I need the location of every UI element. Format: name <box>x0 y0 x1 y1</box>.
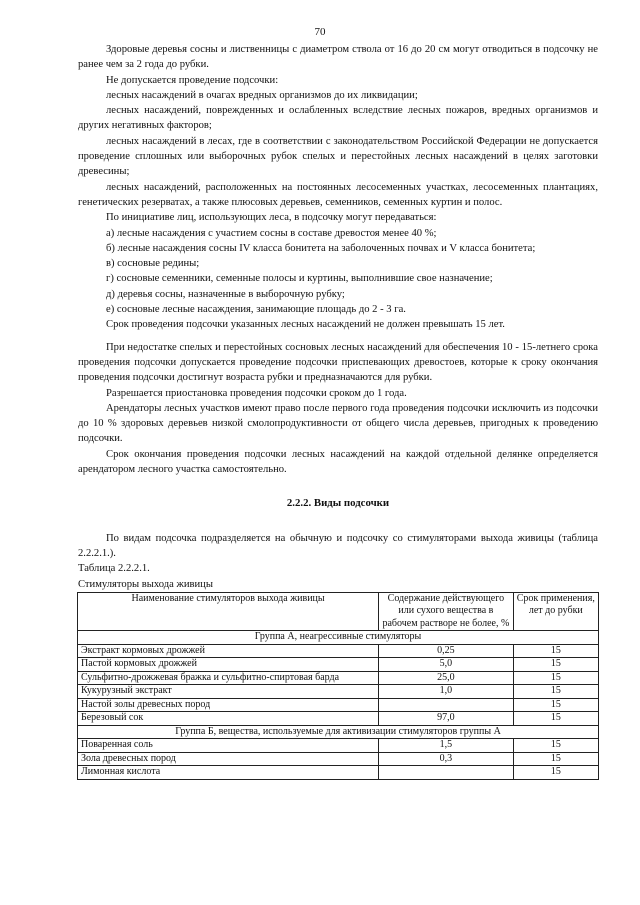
group-label: Группа Б, вещества, используемые для активизации стимуляторов группы А <box>78 725 599 739</box>
header-content: Содержание действующего или сухого вещества в рабочем растворе не более, % <box>379 592 513 631</box>
paragraph: лесных насаждений в лесах, где в соответствии с законодательством Российской Федерации не допускается проведение сплошных или выборочных рубок спелых и перестойных лесных насаждений в целях заготовки древесины; <box>78 135 598 178</box>
table-row <box>78 671 599 685</box>
stimulators-table <box>77 592 599 780</box>
paragraph: д) деревья сосны, назначенные в выборочную рубку; <box>106 288 345 300</box>
paragraph: б) лесные насаждения сосны IV класса бонитета на заболоченных почвах и V класса бонитета; <box>106 242 536 254</box>
table-row <box>78 644 599 658</box>
table-row <box>78 712 599 726</box>
cell-term: 15 <box>513 671 598 685</box>
cell-term: 15 <box>513 658 598 672</box>
cell-content: 0,3 <box>379 752 513 766</box>
cell-term: 15 <box>513 752 598 766</box>
paragraph: лесных насаждений, расположенных на постоянных лесосеменных участках, лесосеменных плантациях, генетических резерватах, а также плюсовых деревьев, семенников, семенных куртин и полос. <box>78 181 598 208</box>
cell-name: Пастой кормовых дрожжей <box>78 658 379 672</box>
paragraph: г) сосновые семенники, семенные полосы и куртины, выполнившие свое назначение; <box>106 273 493 285</box>
table-group-row <box>78 725 599 739</box>
paragraph: е) сосновые лесные насаждения, занимающие площадь до 2 - 3 га. <box>106 304 406 316</box>
table-row <box>78 658 599 672</box>
paragraph: лесных насаждений в очагах вредных организмов до их ликвидации; <box>106 89 418 101</box>
table-row <box>78 766 599 780</box>
group-label: Группа А, неагрессивные стимуляторы <box>78 631 599 645</box>
paragraph: Здоровые деревья сосны и лиственницы с диаметром ствола от 16 до 20 см могут отводиться в подсочку не ранее чем за 2 года до рубки. <box>78 44 598 71</box>
table-row <box>78 698 599 712</box>
cell-content <box>379 766 513 780</box>
paragraph: При недостатке спелых и перестойных сосновых лесных насаждений для обеспечения 10 - 15-летнего срока проведения подсочки допускается проведение подсочки приспевающих древостоев, которые к сроку окончания проведения подсочки достигнут возраста рубки и предназначаются для рубки. <box>78 341 598 384</box>
header-name: Наименование стимуляторов выхода живицы <box>78 592 379 631</box>
cell-content: 0,25 <box>379 644 513 658</box>
paragraph: в) сосновые редины; <box>106 258 200 270</box>
table-caption: Стимуляторы выхода живицы <box>78 578 213 590</box>
cell-name: Лимонная кислота <box>78 766 379 780</box>
paragraph: По инициативе лиц, использующих леса, в подсочку могут передаваться: <box>106 212 437 224</box>
paragraph-list <box>78 42 598 477</box>
cell-content: 25,0 <box>379 671 513 685</box>
paragraph: Разрешается приостановка проведения подсочки сроком до 1 года. <box>106 387 407 399</box>
table-body <box>78 631 599 780</box>
header-term: Срок применения, лет до рубки <box>513 592 598 631</box>
cell-content: 1,5 <box>379 739 513 753</box>
cell-name: Зола древесных пород <box>78 752 379 766</box>
paragraph: Не допускается проведение подсочки: <box>106 74 279 86</box>
section-heading: 2.2.2. Виды подсочки <box>286 497 390 510</box>
paragraph: Срок проведения подсочки указанных лесных насаждений не должен превышать 15 лет. <box>106 319 505 331</box>
cell-content: 5,0 <box>379 658 513 672</box>
cell-name: Кукурузный экстракт <box>78 685 379 699</box>
cell-name: Экстракт кормовых дрожжей <box>78 644 379 658</box>
table-row <box>78 685 599 699</box>
cell-term: 15 <box>513 739 598 753</box>
cell-content: 97,0 <box>379 712 513 726</box>
cell-name: Сульфитно-дрожжевая бражка и сульфитно-спиртовая барда <box>78 671 379 685</box>
table-number: Таблица 2.2.2.1. <box>78 563 150 575</box>
cell-name: Поваренная соль <box>78 739 379 753</box>
intro-paragraph: По видам подсочка подразделяется на обычную и подсочку со стимуляторами выхода живицы (таблица 2.2.2.1.). <box>78 532 598 559</box>
page-number: 70 <box>314 26 326 38</box>
cell-content: 1,0 <box>379 685 513 699</box>
cell-term: 15 <box>513 712 598 726</box>
cell-term: 15 <box>513 644 598 658</box>
table-row <box>78 752 599 766</box>
cell-name: Настой золы древесных пород <box>78 698 379 712</box>
paragraph: лесных насаждений, поврежденных и ослабленных вследствие лесных пожаров, вредных организмов и других негативных факторов; <box>78 105 598 132</box>
paragraph: а) лесные насаждения с участием сосны в составе древостоя менее 40 %; <box>106 227 437 239</box>
cell-term: 15 <box>513 698 598 712</box>
paragraph: Арендаторы лесных участков имеют право после первого года проведения подсочки исключить из подсочки до 10 % здоровых деревьев низкой смолопродуктивности от общего числа деревьев, пригодных к проведению подсочки. <box>78 402 598 445</box>
cell-name: Березовый сок <box>78 712 379 726</box>
paragraph: Срок окончания проведения подсочки лесных насаждений на каждой отдельной делянке определяется арендатором лесного участка самостоятельно. <box>78 448 598 476</box>
cell-term: 15 <box>513 685 598 699</box>
table-row <box>78 739 599 753</box>
table-group-row <box>78 631 599 645</box>
table-header-row <box>78 592 599 631</box>
document-body <box>78 42 598 780</box>
cell-term: 15 <box>513 766 598 780</box>
cell-content <box>379 698 513 712</box>
